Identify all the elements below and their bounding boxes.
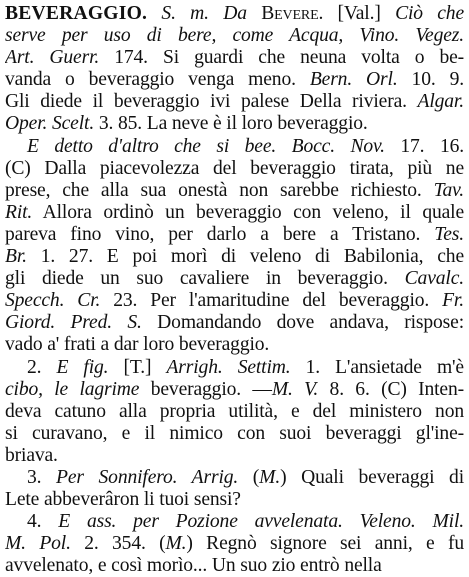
text-run: 3. xyxy=(27,466,57,488)
text-run: ) Quali beveraggi di xyxy=(280,466,464,488)
text-line xyxy=(5,91,464,113)
italic-run: E fig. xyxy=(56,356,109,378)
text-run: avvelenato, e così morìo... Un suo zio entrò nella xyxy=(5,555,382,577)
text-line xyxy=(5,357,464,379)
text-run: 8. 6. (C) Inten- xyxy=(318,378,464,400)
italic-run: cibo, le lagrime xyxy=(5,378,140,400)
italic-run: serve per uso di bere, come Acqua, Vino. Vegez. xyxy=(5,25,464,47)
text-line xyxy=(5,423,464,445)
text-line xyxy=(5,555,464,577)
italic-run: Per Sonnifero. Arrig. xyxy=(56,466,239,488)
text-run: gli diede un suo cavaliere in beveraggio. xyxy=(5,268,405,290)
text-line xyxy=(5,113,464,135)
text-run: vado a' frati a dar loro beveraggio. xyxy=(5,334,270,356)
text-run: [T.] xyxy=(108,356,167,378)
italic-run: Br. xyxy=(5,246,27,268)
text-run: 1. 27. E poi morì di veleno di Babilonia, che xyxy=(26,246,464,268)
text-run: 17. 16. xyxy=(384,135,464,157)
text-line xyxy=(5,47,464,69)
text-line xyxy=(5,489,464,511)
italic-run: Tav. xyxy=(433,179,464,201)
text-run: vanda o beveraggio venga meno. xyxy=(5,69,310,91)
text-line xyxy=(5,136,464,158)
headword: BEVERAGGIO. xyxy=(5,3,148,24)
italic-run: Ciò che xyxy=(395,3,464,24)
text-line xyxy=(5,158,464,180)
text-line xyxy=(5,224,464,246)
text-line xyxy=(5,511,464,533)
text-run: Gli diede il beveraggio ivi palese Della riviera. xyxy=(5,91,418,113)
italic-run: E detto d'altro che si bee. Bocc. Nov. xyxy=(27,135,385,157)
text-line xyxy=(5,246,464,268)
text-run: . [Val.] xyxy=(318,3,396,24)
text-line xyxy=(5,334,464,356)
italic-run: M. xyxy=(259,466,281,488)
text-run: briava. xyxy=(5,444,58,466)
italic-run: Art. Guerr. xyxy=(5,47,100,69)
italic-run: M. Pol. xyxy=(5,533,71,555)
text-line xyxy=(5,25,464,47)
text-run: 174. Si guardi che neuna volta o be- xyxy=(99,47,464,69)
text-run: 3. 85. La neve è il loro beveraggio. xyxy=(94,113,368,135)
text-line xyxy=(5,312,464,334)
text-line xyxy=(5,290,464,312)
text-run: 1. L'ansietade m'è xyxy=(290,356,464,378)
text-run: 2. 354. ( xyxy=(70,533,166,555)
italic-run: Rit. xyxy=(5,201,33,223)
text-run: Domandando dove andava, rispose: xyxy=(141,312,464,334)
text-line xyxy=(5,180,464,202)
text-line xyxy=(5,69,464,91)
text-line xyxy=(5,467,464,489)
text-line xyxy=(5,3,464,25)
text-line xyxy=(5,445,464,467)
text-run: 2. xyxy=(27,356,57,378)
text-line xyxy=(5,401,464,423)
dictionary-entry-beveraggio xyxy=(5,3,464,577)
text-run: prese, che alla sua onestà non sarebbe richiesto. xyxy=(5,179,434,201)
text-run: 23. Per l'amaritudine del beveraggio. xyxy=(100,290,443,312)
text-run: (C) Dalla piacevolezza del beveraggio tirata, più ne xyxy=(5,157,464,179)
text-run: Lete abbeverâron li tuoi sensi? xyxy=(5,489,241,511)
italic-run: Arrigh. Settim. xyxy=(166,356,291,378)
italic-run: Giord. Pred. S. xyxy=(5,312,142,334)
text-line xyxy=(5,379,464,401)
italic-run: Algar. xyxy=(417,91,464,113)
italic-run: Tes. xyxy=(434,223,464,245)
italic-run: Oper. Scelt. xyxy=(5,113,95,135)
italic-run: S. m. Da xyxy=(147,3,262,24)
italic-run: Bern. Orl. xyxy=(309,69,398,91)
text-run: si curavano, e il nimico con suoi beveraggi gl'ine- xyxy=(5,422,464,444)
text-line xyxy=(5,533,464,555)
small-caps-run: Bevere xyxy=(261,3,319,24)
text-line xyxy=(5,202,464,224)
text-run: 4. xyxy=(27,511,59,533)
text-line xyxy=(5,268,464,290)
text-run: beveraggio. — xyxy=(139,378,272,400)
text-run: ) Regnò signore sei anni, e fu xyxy=(186,533,464,555)
italic-run: Cavalc. xyxy=(404,268,464,290)
italic-run: M. V. xyxy=(271,378,319,400)
italic-run: M. xyxy=(165,533,187,555)
text-run: ( xyxy=(238,466,260,488)
text-run: 10. 9. xyxy=(397,69,464,91)
italic-run: Specch. Cr. xyxy=(5,290,101,312)
text-run: deva catuno alla propria utilità, e del ministero non xyxy=(5,400,464,422)
text-run: pareva fino vino, per darlo a bere a Tristano. xyxy=(5,223,435,245)
italic-run: Fr. xyxy=(442,290,464,312)
italic-run: E ass. per Pozione avvelenata. Veleno. Mil. xyxy=(58,511,464,533)
text-run: Allora ordinò un beveraggio con veleno, il quale xyxy=(32,201,464,223)
